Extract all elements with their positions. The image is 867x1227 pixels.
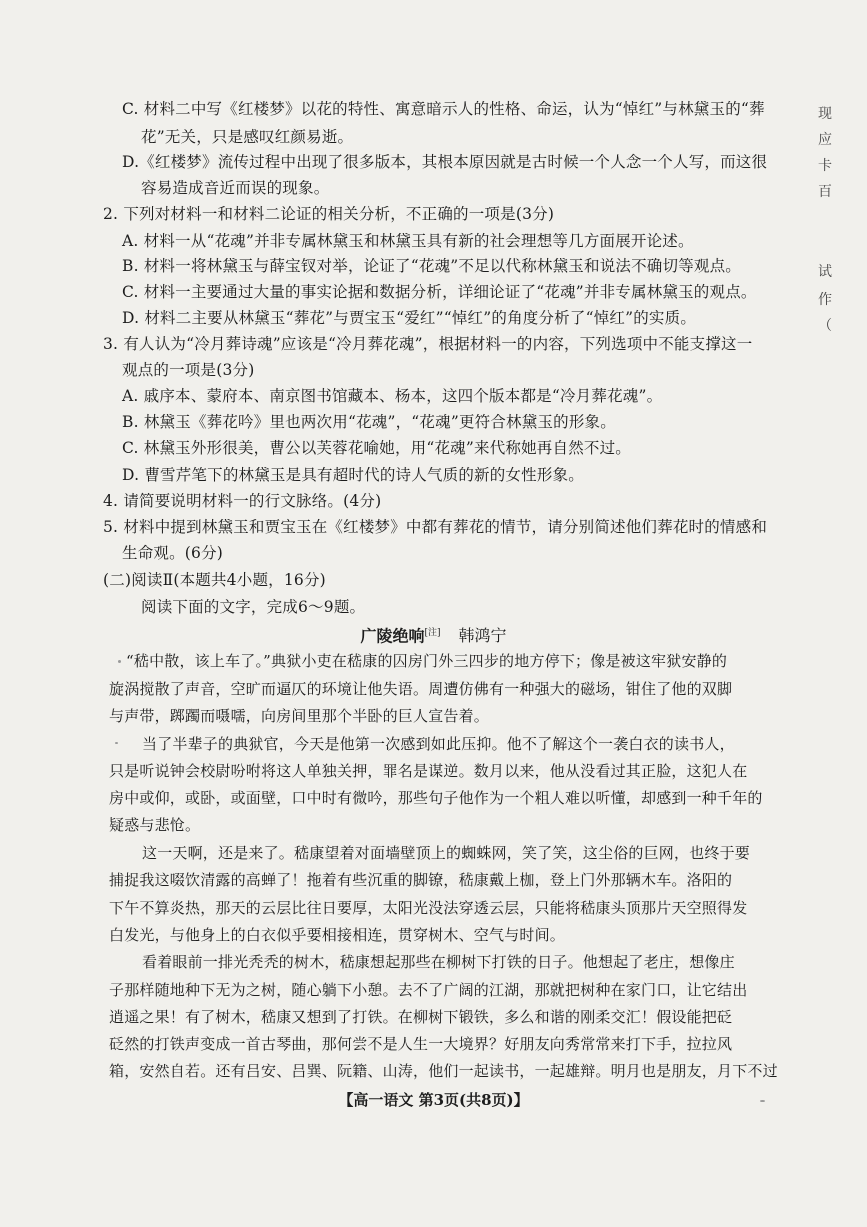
question-5-line1: 5. 材料中提到林黛玉和贾宝玉在《红楼梦》中都有葬花的情节，请分别简述他们葬花时的情感和	[103, 518, 768, 536]
story-line: 当了半辈子的典狱官，今天是他第一次感到如此压抑。他不了解这个一袭白衣的读书人，	[142, 735, 735, 753]
story-line: 捕捉我这啜饮清露的高蝉了！拖着有些沉重的脚镣，嵇康戴上枷，登上门外那辆木车。洛阳的	[109, 871, 733, 889]
story-title-line	[0, 622, 867, 647]
story-line: 疑惑与悲怆。	[109, 816, 201, 834]
story-title: 广陵绝响	[360, 626, 425, 646]
page-footer: 【高一语文 第3页(共8页)】	[338, 1091, 529, 1109]
story-line: 房中或仰，或卧，或面壁，口中时有微吟，那些句子他作为一个粗人难以听懂，却感到一种千年的	[109, 789, 763, 807]
question-3-stem-line1: 3. 有人认为“冷月葬诗魂”应该是“冷月葬花魂”，根据材料一的内容，下列选项中不能支撑这一	[103, 335, 753, 353]
question-2-stem: 2. 下列对材料一和材料二论证的相关分析，不正确的一项是(3分)	[103, 205, 555, 223]
edge-char: （	[818, 318, 832, 334]
story-line: 子那样随地种下无为之树，随心躺下小憩。去不了广阔的江湖，那就把树种在家门口，让它结出	[109, 981, 748, 999]
q1-option-d-line2: 容易造成音近而误的现象。	[141, 179, 330, 197]
question-4: 4. 请简要说明材料一的行文脉络。(4分)	[103, 492, 382, 510]
story-author: 韩鸿宁	[458, 626, 507, 646]
q1-option-c-line1: C. 材料二中写《红楼梦》以花的特性、寓意暗示人的性格、命运，认为“悼红”与林黛玉的“葬	[122, 100, 765, 118]
q2-option-a: A. 材料一从“花魂”并非专属林黛玉和林黛玉具有新的社会理想等几方面展开论述。	[122, 232, 694, 250]
edge-char: 试	[818, 264, 832, 280]
story-line: 看着眼前一排光秃秃的树木，嵇康想起那些在柳树下打铁的日子。他想起了老庄，想像庄	[142, 953, 735, 971]
story-line: 下午不算炎热，那天的云层比往日要厚，太阳光没法穿透云层，只能将嵇康头顶那片天空照得发	[109, 899, 748, 917]
story-line: 旋涡搅散了声音，空旷而逼仄的环境让他失语。周遭仿佛有一种强大的磁场，钳住了他的双脚	[109, 680, 733, 698]
q3-option-d: D. 曹雪芹笔下的林黛玉是具有超时代的诗人气质的新的女性形象。	[122, 466, 584, 484]
reading-instruction: 阅读下面的文字，完成6～9题。	[141, 598, 366, 616]
q3-option-a: A. 戚序本、蒙府本、南京图书馆藏本、杨本，这四个版本都是“冷月葬花魂”。	[122, 387, 663, 405]
story-line: 砭然的打铁声变成一首古琴曲，那何尝不是人生一大境界？好朋友向秀常常来打下手，拉拉风	[109, 1035, 733, 1053]
story-note-mark: [注]	[424, 628, 441, 638]
story-line: 箱，安然自若。还有吕安、吕巽、阮籍、山涛，他们一起读书，一起雄辩。明月也是朋友，月下不过	[109, 1062, 778, 1080]
story-line: 这一天啊，还是来了。嵇康望着对面墙壁顶上的蜘蛛网，笑了笑，这尘俗的巨网，也终于要	[142, 844, 751, 862]
question-3-stem-line2: 观点的一项是(3分)	[122, 361, 255, 379]
story-line: 只是听说钟会校尉吩咐将这人单独关押，罪名是谋逆。数月以来，他从没看过其正脸，这犯人在	[109, 762, 748, 780]
q3-option-b: B. 林黛玉《葬花吟》里也两次用“花魂”，“花魂”更符合林黛玉的形象。	[122, 413, 616, 431]
q1-option-c-line2: 花”无关，只是感叹红颜易逝。	[141, 128, 354, 146]
q2-option-c: C. 材料一主要通过大量的事实论据和数据分析，详细论证了“花魂”并非专属林黛玉的观点。	[122, 283, 757, 301]
question-5-line2: 生命观。(6分)	[122, 544, 224, 562]
story-line: 与声带，踯躅而嗫嚅，向房间里那个半卧的巨人宣告着。	[109, 707, 490, 725]
scan-speck	[760, 1100, 765, 1102]
edge-char: 卡	[818, 158, 832, 174]
q2-option-d: D. 材料二主要从林黛玉“葬花”与贾宝玉“爱红”“悼红”的角度分析了“悼红”的实质。	[122, 309, 697, 327]
scan-speck	[118, 660, 121, 663]
edge-char: 百	[818, 184, 832, 200]
edge-char: 作	[818, 292, 832, 308]
q2-option-b: B. 材料一将林黛玉与薛宝钗对举，论证了“花魂”不足以代称林黛玉和说法不确切等观点。	[122, 257, 741, 275]
q1-option-d-line1: D.《红楼梦》流传过程中出现了很多版本，其根本原因就是古时候一个人念一个人写，而这很	[122, 153, 768, 171]
q3-option-c: C. 林黛玉外形很美，曹公以芙蓉花喻她，用“花魂”来代称她再自然不过。	[122, 439, 632, 457]
story-line: 白发光，与他身上的白衣似乎要相接相连，贯穿树木、空气与时间。	[109, 926, 566, 944]
story-line: 逍遥之果！有了树木，嵇康又想到了打铁。在柳树下锻铁，多么和谐的刚柔交汇！假设能把砭	[109, 1008, 733, 1026]
scan-speck	[115, 742, 118, 744]
edge-char: 应	[818, 132, 832, 148]
section-2-heading: (二)阅读Ⅱ(本题共4小题，16分)	[103, 571, 326, 589]
edge-char: 现	[818, 106, 832, 122]
story-line: “嵇中散，该上车了。”典狱小吏在嵇康的囚房门外三四步的地方停下；像是被这牢狱安静的	[126, 652, 728, 670]
